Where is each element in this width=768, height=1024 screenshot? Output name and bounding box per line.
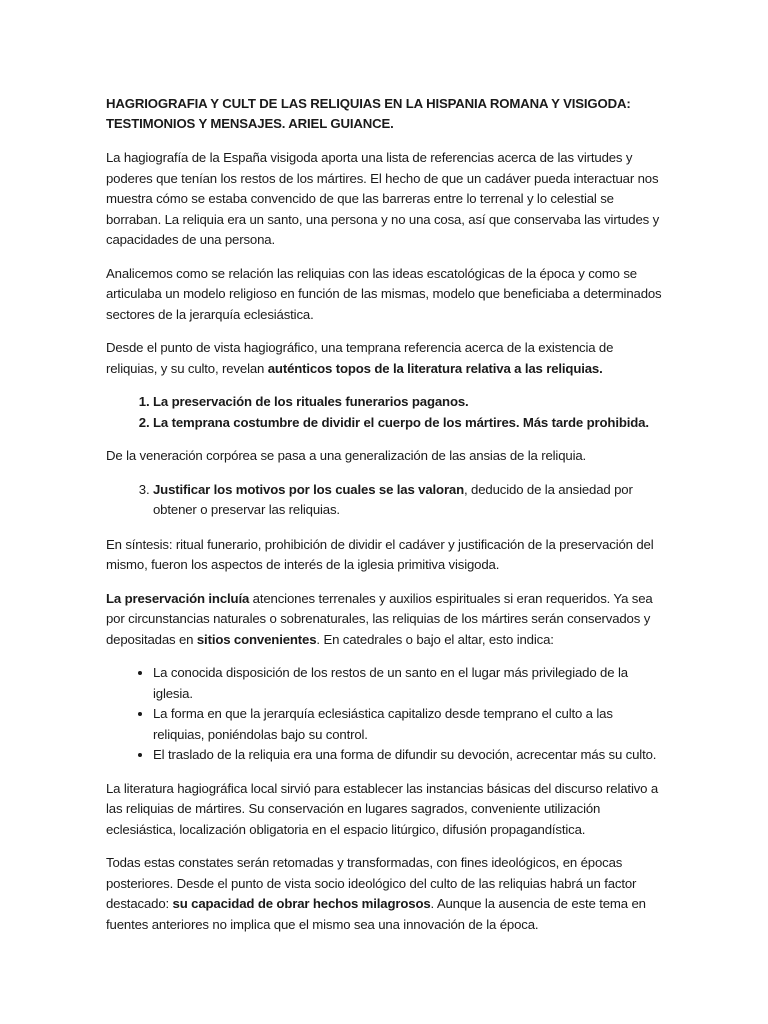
paragraph-6-bold-text-2: sitios convenientes <box>196 631 317 647</box>
bullet-item-2: • La forma en que la jerarquía eclesiástica capitalizo desde temprano el culto a las reliquias, poniéndolas bajo su control. <box>153 704 666 745</box>
paragraph-2: Analicemos como se relación las reliquias con las ideas escatológicas de la época y como se articulaba un modelo religioso en función de las mismas, modelo que beneficiaba a determinados sectores de la jerarquía eclesiástica. <box>106 265 662 322</box>
paragraph-3 <box>106 338 666 379</box>
paragraph-8 <box>106 853 666 935</box>
bullet-list <box>106 663 666 766</box>
numbered-item-2: 2. La temprana costumbre de dividir el cuerpo de los mártires. Más tarde prohibida. <box>153 413 666 434</box>
numbered-list-continued <box>106 480 666 521</box>
paragraph-6 <box>106 589 666 651</box>
paragraph-4: De la veneración corpórea se pasa a una generalización de las ansias de la reliquia. <box>106 448 587 463</box>
bullet-item-3: • El traslado de la reliquia era una forma de difundir su devoción, acrecentar más su culto. <box>153 745 666 766</box>
numbered-list <box>106 392 666 433</box>
numbered-item-3-text: , deducido de la ansiedad por obtener o preservar las reliquias. <box>153 481 633 517</box>
paragraph-8-text-1: Todas estas constates serán retomadas y transformadas, con fines ideológicos, en épocas posteriores. Desde el punto de vista socio ideológico del culto de las reliquias habrá un factor destacado: <box>106 855 637 911</box>
numbered-item-3-bold-text: Justificar los motivos por los cuales se las valoran <box>153 481 465 497</box>
paragraph-6-text-1: atenciones terrenales y auxilios espirituales si eran requeridos. Ya sea por circunstancias naturales o sobrenaturales, las reliquias de los mártires serán conservados y depositadas en <box>106 590 653 647</box>
paragraph-6-text-2: . En catedrales o bajo el altar, esto indica: <box>316 631 554 647</box>
paragraph-5: En síntesis: ritual funerario, prohibición de dividir el cadáver y justificación de la preservación del mismo, fueron los aspectos de interés de la iglesia primitiva visigoda. <box>106 536 654 572</box>
paragraph-7: La literatura hagiográfica local sirvió para establecer las instancias básicas del discurso relativo a las reliquias de mártires. Su conservación en lugares sagrados, conveniente utilización eclesiástica, localización obligatoria en el espacio litúrgico, difusión propagandística. <box>106 780 659 837</box>
paragraph-8-text-2: . Aunque la ausencia de este tema en fuentes anteriores no implica que el mismo sea una innovación de la época. <box>106 896 646 932</box>
paragraph-3-bold-text: auténticos topos de la literatura relativa a las reliquias. <box>267 360 603 376</box>
document-page <box>106 94 666 948</box>
paragraph-3-text: Desde el punto de vista hagiográfico, una temprana referencia acerca de la existencia de reliquias, y su culto, revelan <box>106 340 614 376</box>
paragraph-8-bold-text: su capacidad de obrar hechos milagrosos <box>172 896 431 911</box>
numbered-item-1: 1. La preservación de los rituales funerarios paganos. <box>153 392 666 413</box>
numbered-item-3 <box>153 480 666 521</box>
paragraph-6-bold-text-1: La preservación incluía <box>106 590 250 606</box>
paragraph-1: La hagiografía de la España visigoda aporta una lista de referencias acerca de las virtudes y poderes que tenían los restos de los mártires. El hecho de que un cadáver pueda interactuar nos muestra cómo se estaba convencido de que las barreras entre lo terrenal y lo celestial se borraban. La reliquia era un santo, una persona y no una cosa, así que conservaba las virtudes y capacidades de una persona. <box>106 150 660 247</box>
bullet-item-1: • La conocida disposición de los restos de un santo en el lugar más privilegiado de la iglesia. <box>153 663 666 704</box>
document-title: HAGRIOGRAFIA Y CULT DE LAS RELIQUIAS EN LA HISPANIA ROMANA Y VISIGODA: TESTIMONIOS Y MENSAJES. ARIEL GUIANCE. <box>106 96 631 131</box>
